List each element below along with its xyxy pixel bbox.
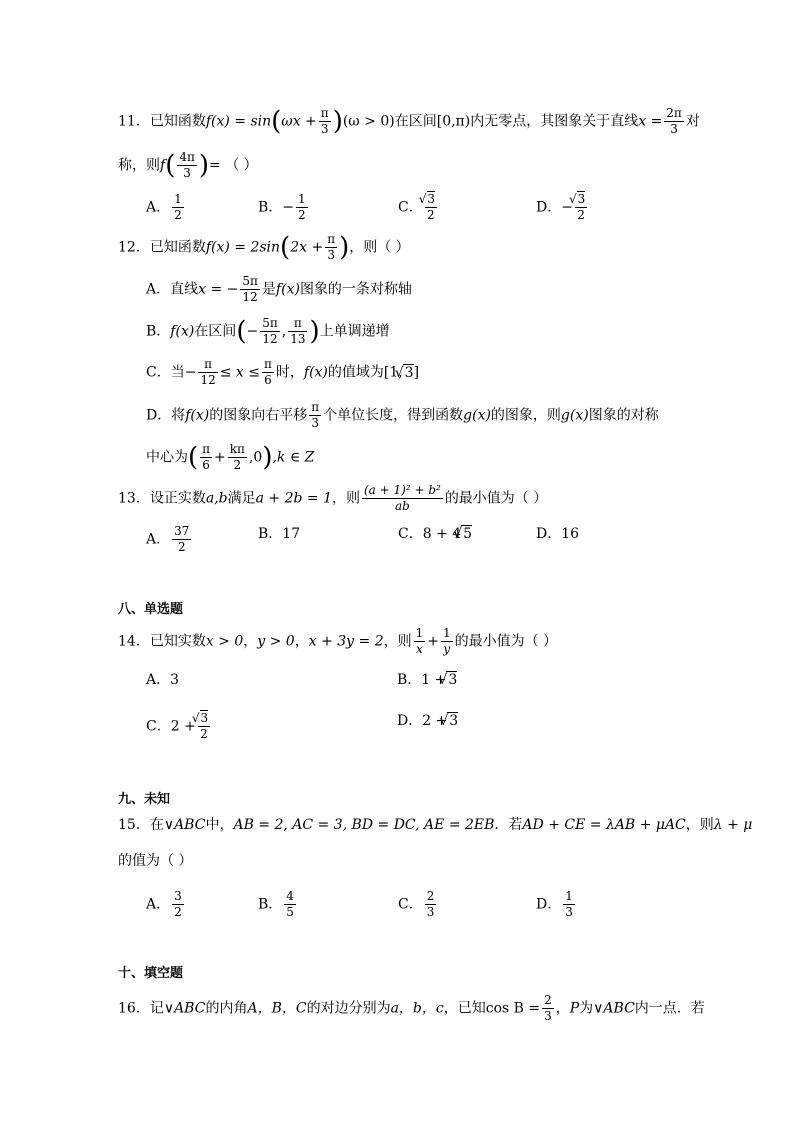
q16-stem: 16．记∨ABC的内角A，B，C的对边分别为a，b，c，已知cos B = $\frac{2}{3}$ ，P为∨ABC内一点．若: [118, 993, 705, 1023]
q11-f: f: [160, 157, 166, 174]
section-heading-9: 九、未知: [118, 792, 171, 807]
q11-pi-frac: $\frac{\pi}{3}$: [320, 106, 329, 136]
q12-option-d-line2: 中心为( $\frac{\pi}{6}$ + $\frac{k\pi}{2}$ ,0),k ∈ Z: [146, 442, 315, 473]
q15-option-d: D． $\frac{1}{3}$: [536, 889, 573, 919]
q11-cond: (ω > 0): [342, 113, 395, 130]
q11-option-c: C． √ $\frac{3}{2}$: [398, 192, 439, 223]
q13-option-d: D．16: [536, 526, 580, 542]
q12-stem: 12．已知函数f(x) = 2sin(2x + $\frac{\pi}{3}$ )，则（ ）: [118, 232, 410, 263]
q15-stem: 15．在∨ABC中，AB = 2, AC = 3, BD = DC, AE = 2EB．若AD + CE = λAB + μAC，则λ + μ: [118, 817, 753, 833]
q11-line1: [118, 106, 700, 137]
q11-stem: 11．已知函数: [118, 113, 206, 130]
q13-option-a: A． $\frac{37}{2}$: [146, 524, 190, 554]
q11-option-a: A． $\frac{1}{2}$: [146, 192, 182, 222]
q11-line2: 称，则f( $\frac{4\pi}{3}$ )= （ ）: [118, 150, 258, 181]
q11-line-frac: $\frac{2\pi}{3}$: [666, 106, 682, 136]
q12-option-a: A．直线x = − $\frac{5\pi}{12}$ 是f(x)图象的一条对称轴: [146, 274, 412, 304]
q11-option-b: B．− $\frac{1}{2}$: [258, 192, 306, 222]
q15-option-c: C． $\frac{2}{3}$: [398, 889, 435, 919]
q15-option-a: A． $\frac{3}{2}$: [146, 889, 182, 919]
q14-option-a: A．3: [146, 672, 180, 688]
q11-interval: [0,π): [436, 113, 471, 130]
q11-option-d: D．− √ $\frac{3}{2}$: [536, 192, 589, 223]
section-heading-10: 十、填空题: [118, 966, 184, 981]
q12-option-b: B．f(x)在区间(− $\frac{5\pi}{12}$ , $\frac{\pi}{13}$ )上单调递增: [146, 316, 390, 347]
q11-text: 在区间: [394, 113, 437, 130]
q12-option-d: D．将f(x)的图象向右平移 $\frac{\pi}{3}$ 个单位长度，得到函数g(x)的图象，则g(x)图象的对称: [146, 400, 659, 430]
q11-f4-frac: $\frac{4\pi}{3}$: [179, 150, 195, 180]
q14-option-c: C．2 + √ $\frac{3}{2}$: [146, 711, 212, 742]
q13-option-c: C．8 + 4√ 5: [398, 524, 472, 544]
q14-option-d: D．2 +√ 3: [397, 711, 458, 731]
paren: (: [271, 106, 282, 137]
q11-text: 内无零点，其图象关于直线: [470, 113, 639, 130]
q13-stem: 13．设正实数a,b满足a + 2b = 1，则 $\frac{\text{(a + 1)² + b²}}{ab}$ 的最小值为（ ）: [118, 483, 548, 513]
q12-option-c: C．当− $\frac{\pi}{12}$ ≤ x ≤ $\frac{\pi}{6}$ 时，f(x)的值域为[1,√ 3]: [146, 357, 419, 388]
q11-func: f(x) = sin: [205, 113, 272, 130]
q15-option-b: B． $\frac{4}{5}$: [258, 889, 294, 919]
q14-option-b: B．1 +√ 3: [397, 670, 457, 690]
q11-arg: ωx +: [281, 113, 317, 130]
q15-line2: 的值为（ ）: [118, 853, 193, 869]
paren: ): [332, 106, 343, 137]
q11-text: 对: [685, 113, 700, 130]
q11-text: 称，则: [118, 157, 160, 174]
q11-xeq: x =: [638, 113, 663, 130]
q14-stem: 14．已知实数x > 0，y > 0，x + 3y = 2，则 $\frac{1}{x}$ + $\frac{1}{y}$ 的最小值为（ ）: [118, 626, 558, 656]
section-heading-8: 八、单选题: [118, 602, 184, 617]
q11-answer-blank: = （ ）: [209, 157, 258, 174]
q13-option-b: B．17: [258, 526, 301, 542]
